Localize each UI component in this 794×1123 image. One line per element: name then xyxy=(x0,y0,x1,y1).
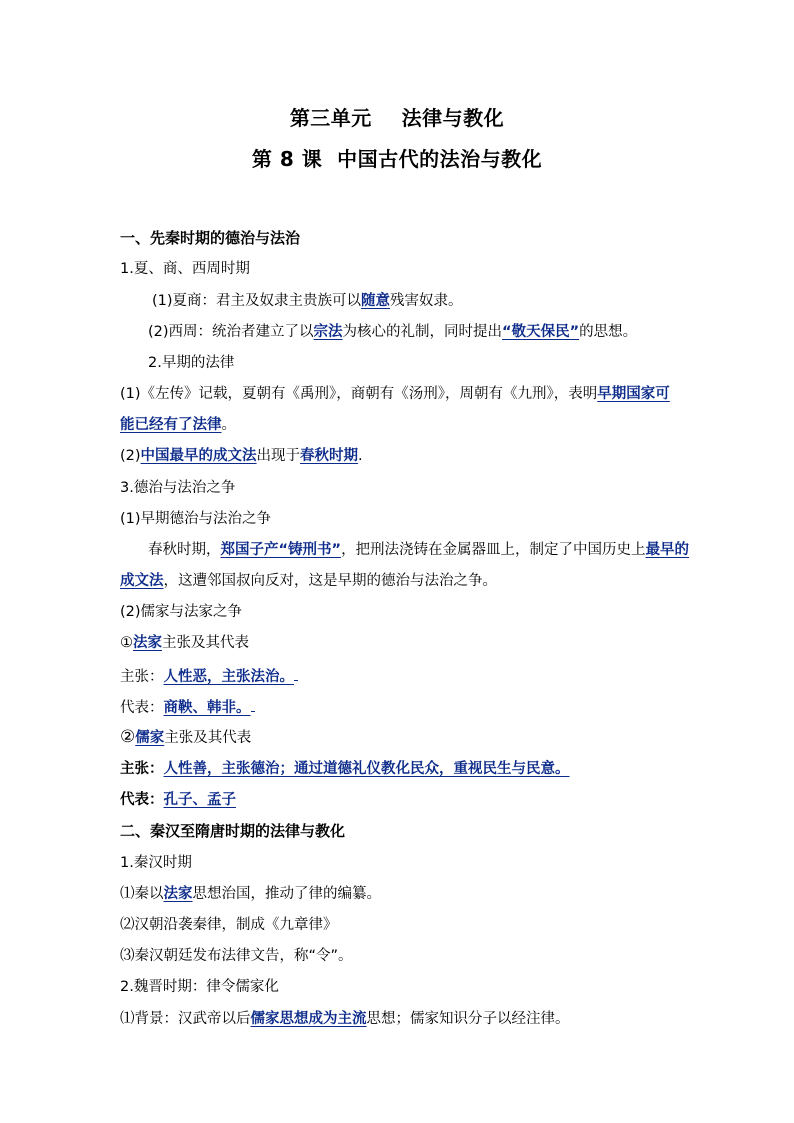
weijin1-line xyxy=(120,1010,570,1028)
law2-prefix: (2) xyxy=(120,448,141,464)
chunqiu-prefix: 春秋时期， xyxy=(148,542,221,558)
fajia-suffix: 主张及其代表 xyxy=(162,635,249,651)
fajia-rep-keyword: 商鞅、韩非。 xyxy=(163,700,251,716)
qin1-prefix: ⑴秦以 xyxy=(120,886,164,902)
qin1-line xyxy=(120,885,381,903)
fajia-prefix: ① xyxy=(120,635,133,651)
rujia-prefix: ② xyxy=(120,727,136,747)
qin1-keyword: 法家 xyxy=(163,886,193,902)
unit-title: 第三单元 法律与教化 xyxy=(289,106,505,130)
chunqiu-keyword-zichan: 郑国子产“铸刑书” xyxy=(220,542,342,558)
subsection-3-1-title: (1)早期德治与法治之争 xyxy=(120,511,272,527)
chunqiu-suffix: ，这遭邻国叔向反对，这是早期的德治与法治之争。 xyxy=(163,573,497,589)
fajia-claim-label: 主张： xyxy=(120,669,164,685)
law2-keyword-chunqiu: 春秋时期 xyxy=(300,448,359,464)
law2-keyword-chengwenfa: 中国最早的成文法 xyxy=(140,448,257,464)
xiashang-suffix: 残害奴隶。 xyxy=(390,293,463,309)
law1-keyword-b: 能已经有了法律 xyxy=(120,417,222,433)
law1-keyword-a: 早期国家可 xyxy=(597,386,670,402)
rujia-claim-line xyxy=(120,760,570,778)
fajia-claim-keyword: 人性恶，主张法治。 xyxy=(163,669,294,685)
rujia-claim-label: 主张： xyxy=(120,761,164,777)
lesson-title: 第 8 课 中国古代的法治与教化 xyxy=(251,147,543,171)
xizhou-mid: 为核心的礼制，同时提出 xyxy=(342,324,503,340)
xiashang-prefix: (1)夏商：君主及奴隶主贵族可以 xyxy=(152,293,362,309)
rujia-rep-label: 代表： xyxy=(120,792,164,808)
qin2-line: ⑵汉朝沿袭秦律，制成《九章律》 xyxy=(120,917,338,933)
fajia-rep-underline xyxy=(251,697,255,712)
weijin1-suffix: 思想；儒家知识分子以经注律。 xyxy=(366,1011,570,1027)
subsection-3-title: 3.德治与法治之争 xyxy=(120,480,236,496)
chunqiu-keyword-zuizao: 最早的 xyxy=(645,542,690,558)
weijin-title: 2.魏晋时期：律令儒家化 xyxy=(120,979,279,995)
law2-mid: 出现于 xyxy=(256,448,301,464)
xizhou-suffix: 的思想。 xyxy=(579,324,638,340)
fajia-rep-label: 代表： xyxy=(120,700,164,716)
fajia-keyword: 法家 xyxy=(133,635,162,651)
law1-line-b xyxy=(120,416,236,434)
subsection-1-title: 1.夏、商、西周时期 xyxy=(120,261,250,277)
subsection-3-2-title: (2)儒家与法家之争 xyxy=(120,604,243,620)
xizhou-prefix: (2)西周：统治者建立了以 xyxy=(148,324,314,340)
xiashang-keyword: 随意 xyxy=(361,293,391,309)
rujia-claim-keyword: 人性善，主张德治；通过道德礼仪教化民众，重视民生与民意。 xyxy=(163,761,570,777)
fajia-claim-underline xyxy=(294,666,298,681)
chunqiu-line-b xyxy=(120,572,497,590)
rujia-rep-line xyxy=(120,791,236,809)
xizhou-keyword-jingtian: “敬天保民” xyxy=(502,324,580,340)
fajia-rep-line xyxy=(120,697,255,717)
qin1-suffix: 思想治国，推动了律的编纂。 xyxy=(192,886,381,902)
law1-prefix: (1)《左传》记载，夏朝有《禹刑》，商朝有《汤刑》，周朝有《九刑》，表明 xyxy=(120,386,598,402)
fajia-claim-line xyxy=(120,666,298,686)
xizhou-line xyxy=(148,323,637,341)
qinhan-title: 1.秦汉时期 xyxy=(120,855,192,871)
qin3-line: ⑶秦汉朝廷发布法律文告，称“令”。 xyxy=(120,948,353,964)
fajia-line xyxy=(120,634,249,652)
weijin1-keyword: 儒家思想成为主流 xyxy=(250,1011,367,1027)
chunqiu-keyword-chengwenfa: 成文法 xyxy=(120,573,164,589)
section-2-heading: 二、秦汉至隋唐时期的法律与教化 xyxy=(120,822,346,840)
xiashang-line xyxy=(152,292,463,310)
rujia-keyword: 儒家 xyxy=(135,730,165,746)
law2-line xyxy=(120,447,363,465)
weijin1-prefix: ⑴背景：汉武帝以后 xyxy=(120,1011,251,1027)
xizhou-keyword-zongfa: 宗法 xyxy=(313,324,343,340)
chunqiu-mid: ，把刑法浇铸在金属器皿上，制定了中国历史上 xyxy=(341,542,646,558)
law2-suffix: . xyxy=(358,448,363,464)
rujia-suffix: 主张及其代表 xyxy=(164,730,252,746)
rujia-rep-keyword: 孔子、孟子 xyxy=(163,792,236,808)
law1-line-a xyxy=(120,385,670,403)
law1-suffix: 。 xyxy=(221,417,236,433)
rujia-line xyxy=(120,728,251,747)
section-1-heading: 一、先秦时期的德治与法治 xyxy=(120,229,301,247)
chunqiu-line-a xyxy=(148,541,689,559)
subsection-2-title: 2.早期的法律 xyxy=(148,355,235,371)
